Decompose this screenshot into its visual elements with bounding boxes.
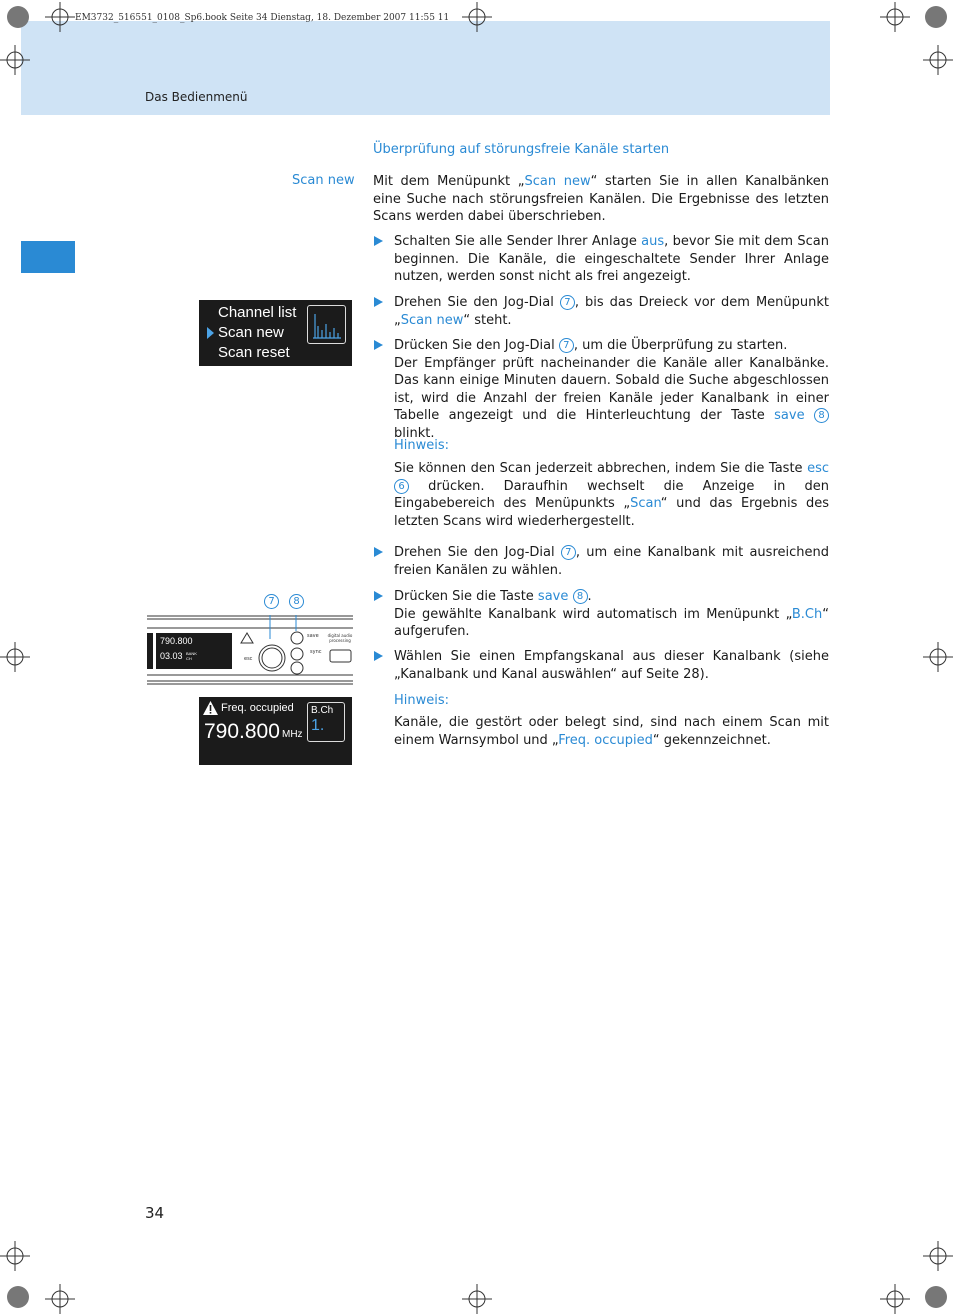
- device-save-label: save: [307, 633, 319, 639]
- bullet-icon: [374, 651, 383, 661]
- bullet-icon: [374, 236, 383, 246]
- device-ch-label: CH: [186, 656, 192, 661]
- device-bank-channel: 03.03: [160, 651, 183, 661]
- receiver-front-panel: [147, 615, 353, 685]
- lcd-menu-display: [199, 300, 352, 366]
- note-title: Hinweis:: [394, 438, 450, 453]
- menu-item-scan-reset: Scan reset: [218, 344, 290, 361]
- note-1: Sie können den Scan jederzeit abbrechen, indem Sie die Taste esc 6 drücken. Daraufhin wechselt die Anzeige in den Eingabebereich des Menüpunkts „Scan“ und das Ergebnis des letzten Scans wird wiederhergestellt.: [394, 461, 829, 529]
- step-4: Drehen Sie den Jog-Dial 7 , um eine Kanalbank mit ausreichend freien Kanälen zu wählen.: [394, 545, 829, 578]
- step-2: Drehen Sie den Jog-Dial 7 , bis das Dreieck vor dem Menüpunkt „Scan new“ steht.: [394, 295, 829, 328]
- step-6: Wählen Sie einen Empfangskanal aus dieser Kanalbank (siehe „Kanalbank und Kanal auswählen“ auf Seite 28).: [394, 649, 829, 682]
- warning-icon: [202, 700, 219, 716]
- freq-unit: MHz: [282, 729, 303, 740]
- section-heading: Überprüfung auf störungsfreie Kanäle starten: [373, 142, 670, 157]
- callout-8: 8: [289, 594, 304, 609]
- device-freq: 790.800: [160, 636, 193, 646]
- menu-item-scan-new: Scan new: [218, 324, 284, 341]
- spectrum-icon: [307, 305, 346, 344]
- intro-paragraph: Mit dem Menüpunkt „Scan new“ starten Sie in allen Kanalbänken eine Suche nach störungsfreien Kanälen. Die Ergebnisse des letzten Scans werden dabei überschrieben.: [373, 174, 829, 224]
- margin-label: Scan new: [292, 173, 355, 188]
- note-title: Hinweis:: [394, 693, 450, 708]
- device-esc-label: esc: [244, 656, 253, 662]
- bullet-icon: [374, 297, 383, 307]
- note-2: Kanäle, die gestört oder belegt sind, sind nach einem Scan mit einem Warnsymbol und „Freq. occupied“ gekennzeichnet.: [394, 715, 829, 748]
- step-5: Drücken Sie die Taste save 8 . Die gewählte Kanalbank wird automatisch im Menüpunkt „B.Ch“ aufgerufen.: [394, 589, 829, 639]
- page-number: 34: [145, 1204, 165, 1222]
- bullet-icon: [374, 591, 383, 601]
- device-sync-label: sync: [310, 649, 322, 655]
- menu-item-channel-list: Channel list: [218, 304, 297, 321]
- bullet-icon: [374, 340, 383, 350]
- lcd-freq-display: [199, 697, 352, 765]
- section-title: Das Bedienmenü: [145, 90, 248, 104]
- device-bank-label: BANK: [186, 651, 197, 656]
- selection-arrow-icon: [207, 327, 214, 339]
- freq-value: 790.800: [204, 720, 280, 743]
- book-info: EM3732_516551_0108_Sp6.book Seite 34 Dienstag, 18. Dezember 2007 11:55 11: [75, 13, 450, 23]
- bullet-icon: [374, 547, 383, 557]
- step-3: Drücken Sie den Jog-Dial 7 , um die Überprüfung zu starten. Der Empfänger prüft nacheinander die Kanäle aller Kanalbänke. Das kann einige Minuten dauern. Sobald die Suche abgeschlossen ist, wird die Anzahl der freien Kanäle jeder Kanalbank in einer Tabelle angezeigt und die Hinterleuchtung der Taste save 8 blinkt.: [394, 338, 829, 441]
- step-1: Schalten Sie alle Sender Ihrer Anlage aus, bevor Sie mit dem Scan beginnen. Die Kanäle, die eingeschaltete Sender Ihrer Anlage nutzen, werden sonst nicht als frei angezeigt.: [394, 234, 829, 284]
- bch-value: 1.: [311, 717, 325, 734]
- bank-channel-box: [307, 702, 345, 742]
- bch-label: B.Ch: [311, 705, 334, 716]
- status-text: Freq. occupied: [221, 702, 294, 714]
- device-digital-label: digital audio processing: [327, 633, 353, 643]
- callout-7: 7: [264, 594, 279, 609]
